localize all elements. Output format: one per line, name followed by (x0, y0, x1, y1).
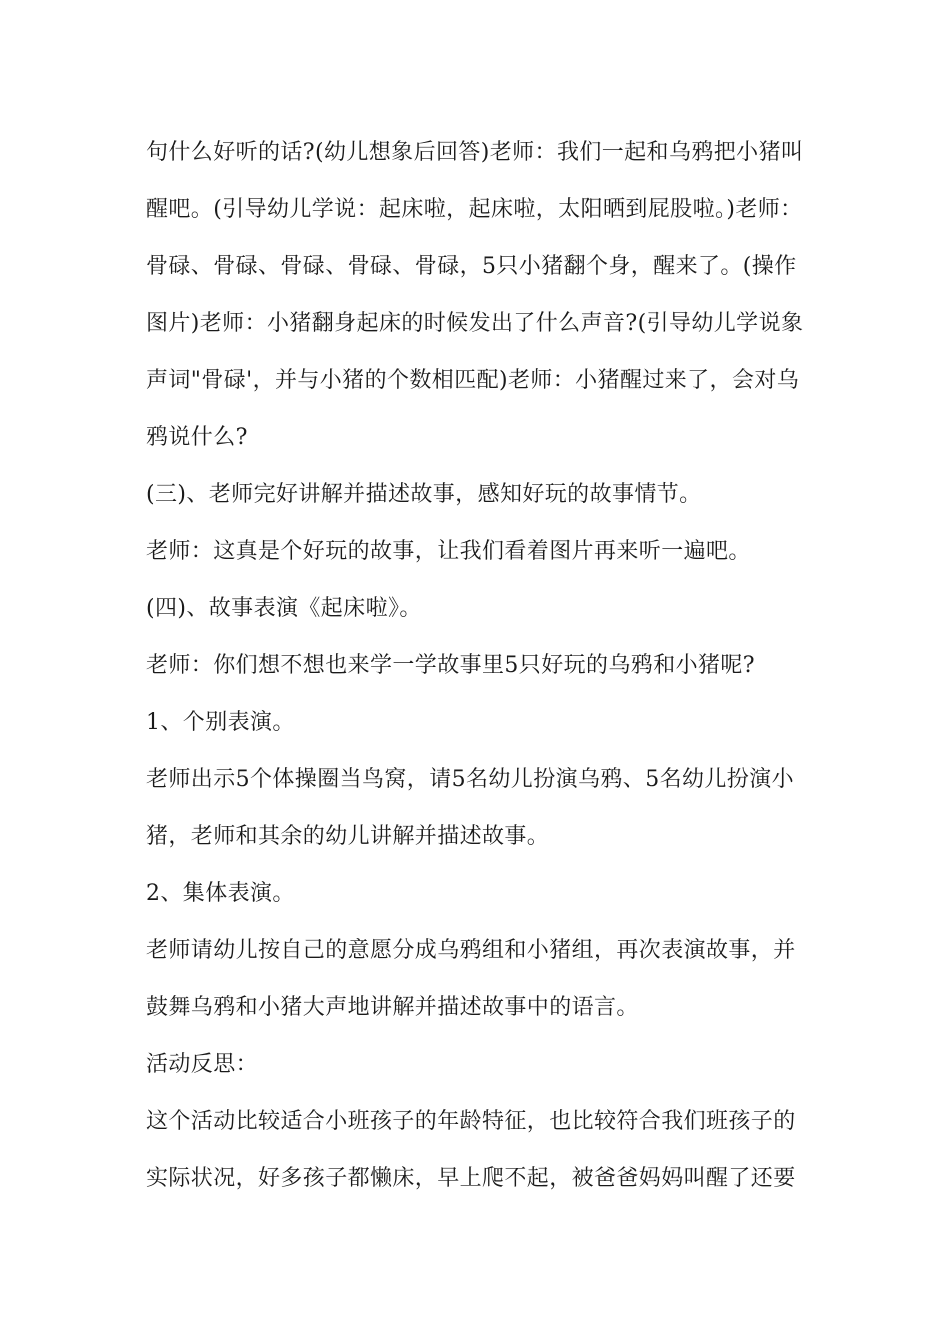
text-line: 猪，老师和其余的幼儿讲解并描述故事。 (146, 824, 550, 849)
text-line: 骨碌、骨碌、骨碌、骨碌、骨碌，5只小猪翻个身，醒来了。(操作 (146, 254, 797, 279)
text-line: 老师：你们想不想也来学一学故事里5只好玩的乌鸦和小猪呢? (146, 653, 755, 678)
section-heading: 活动反思： (146, 1052, 259, 1077)
section-heading: (四)、故事表演《起床啦》。 (146, 596, 422, 621)
list-item-heading: 2、集体表演。 (146, 881, 295, 906)
text-line: 声词"骨碌'，并与小猪的个数相匹配)老师：小猪醒过来了，会对乌 (146, 368, 800, 393)
text-line: 鼓舞乌鸦和小猪大声地讲解并描述故事中的语言。 (146, 995, 639, 1020)
text-line: 实际状况，好多孩子都懒床，早上爬不起，被爸爸妈妈叫醒了还要 (146, 1166, 796, 1191)
text-line: 醒吧。(引导幼儿学说：起床啦，起床啦，太阳晒到屁股啦。)老师： (146, 197, 803, 222)
text-line: 句什么好听的话?(幼儿想象后回答)老师：我们一起和乌鸦把小猪叫 (146, 140, 804, 165)
text-line: 这个活动比较适合小班孩子的年龄特征，也比较符合我们班孩子的 (146, 1109, 796, 1134)
text-line: 老师：这真是个好玩的故事，让我们看着图片再来听一遍吧。 (146, 539, 751, 564)
section-heading: (三)、老师完好讲解并描述故事，感知好玩的故事情节。 (146, 482, 702, 507)
text-line: 图片)老师：小猪翻身起床的时候发出了什么声音?(引导幼儿学说象 (146, 311, 804, 336)
text-line: 鸦说什么? (146, 425, 248, 450)
list-item-heading: 1、个别表演。 (146, 710, 295, 735)
text-line: 老师请幼儿按自己的意愿分成乌鸦组和小猪组，再次表演故事，并 (146, 938, 796, 963)
text-line: 老师出示5个体操圈当鸟窝，请5名幼儿扮演乌鸦、5名幼儿扮演小 (146, 767, 794, 792)
